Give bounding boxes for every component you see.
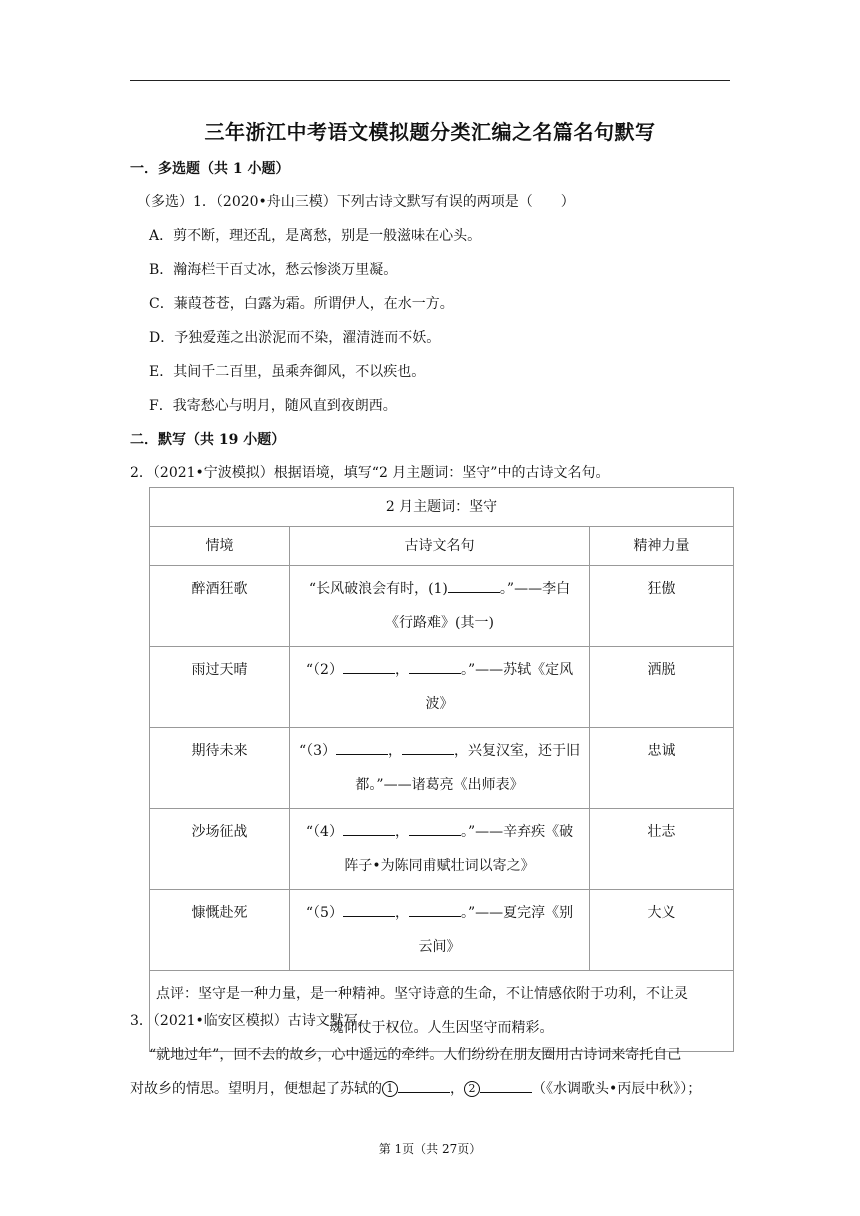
answer-blank[interactable] <box>409 659 461 674</box>
answer-blank[interactable] <box>398 1078 450 1093</box>
option-a: A．剪不断，理还乱，是离愁，别是一般滋味在心头。 <box>149 228 482 244</box>
answer-blank[interactable] <box>402 740 454 755</box>
answer-blank[interactable] <box>336 740 388 755</box>
table-row <box>150 647 734 728</box>
power-cell: 狂傲 <box>590 566 734 647</box>
page-title: 三年浙江中考语文模拟题分类汇编之名篇名句默写 <box>204 120 656 144</box>
theme-table <box>149 487 734 1052</box>
option-c: C．蒹葭苍苍，白露为霜。所谓伊人，在水一方。 <box>149 296 454 312</box>
verse-cell: “（4） ， 。”——辛弃疾《破 阵子•为陈同甫赋壮词以寄之》 <box>290 809 590 890</box>
table-header-verse: 古诗文名句 <box>290 527 590 566</box>
power-cell: 壮志 <box>590 809 734 890</box>
answer-blank[interactable] <box>409 821 461 836</box>
answer-blank[interactable] <box>448 578 500 593</box>
verse-cell: “（3） ， ，兴复汉室，还于旧 都。”——诸葛亮《出师表》 <box>290 728 590 809</box>
power-cell: 洒脱 <box>590 647 734 728</box>
power-cell: 忠诚 <box>590 728 734 809</box>
table-row <box>150 728 734 809</box>
scene-cell: 期待未来 <box>150 728 290 809</box>
scene-cell: 慷慨赴死 <box>150 890 290 971</box>
answer-blank[interactable] <box>409 902 461 917</box>
answer-blank[interactable] <box>343 821 395 836</box>
answer-blank[interactable] <box>480 1078 532 1093</box>
option-e: E．其间千二百里，虽乘奔御风，不以疾也。 <box>149 364 426 380</box>
power-cell: 大义 <box>590 890 734 971</box>
scene-cell: 雨过天晴 <box>150 647 290 728</box>
verse-cell: “（2） ， 。”——苏轼《定风 波》 <box>290 647 590 728</box>
table-header-scene: 情境 <box>150 527 290 566</box>
table-row <box>150 809 734 890</box>
scene-cell: 沙场征战 <box>150 809 290 890</box>
header-rule <box>130 80 730 81</box>
option-d: D．予独爱莲之出淤泥而不染，濯清涟而不妖。 <box>149 330 441 346</box>
question-1-stem: （多选）1．（2020•舟山三模）下列古诗文默写有误的两项是（ ） <box>137 194 575 210</box>
answer-blank[interactable] <box>343 902 395 917</box>
option-b: B．瀚海栏干百丈冰，愁云惨淡万里凝。 <box>149 262 398 278</box>
question-3-paragraph-line-2: 对故乡的情思。望明月，便想起了苏轼的 1 ， 2 （《水调歌头•丙辰中秋》）； <box>130 1078 701 1098</box>
circled-number-1: 1 <box>382 1081 398 1097</box>
table-title: 2 月主题词：坚守 <box>150 488 734 527</box>
scene-cell: 醉酒狂歌 <box>150 566 290 647</box>
question-3-paragraph-line-1: “就地过年”，回不去的故乡，心中遥远的牵绊。人们纷纷在朋友圈用古诗词来寄托自己 <box>149 1047 682 1063</box>
verse-cell: “长风破浪会有时，(1) 。”——李白 《行路难》(其一) <box>290 566 590 647</box>
section-heading-multiple-choice: 一．多选题（共 1 小题） <box>130 161 290 177</box>
question-3-stem: 3．（2021•临安区模拟）古诗文默写。 <box>130 1013 372 1029</box>
question-2-stem: 2．（2021•宁波模拟）根据语境，填写“2 月主题词：坚守”中的古诗文名句。 <box>130 465 610 481</box>
option-f: F．我寄愁心与明月，随风直到夜朗西。 <box>149 398 397 414</box>
table-row <box>150 890 734 971</box>
answer-blank[interactable] <box>343 659 395 674</box>
page-footer: 第 1页（共 27页） <box>378 1142 482 1156</box>
circled-number-2: 2 <box>464 1081 480 1097</box>
table-comment: 点评：坚守是一种力量，是一种精神。坚守诗意的生命，不让情感依附于功利，不让灵 魂仰仗于权位。人生因坚守而精彩。 <box>150 971 734 1052</box>
verse-cell: “（5） ， 。”——夏完淳《别 云间》 <box>290 890 590 971</box>
table-header-power: 精神力量 <box>590 527 734 566</box>
section-heading-dictation: 二．默写（共 19 小题） <box>130 432 286 448</box>
table-row <box>150 566 734 647</box>
